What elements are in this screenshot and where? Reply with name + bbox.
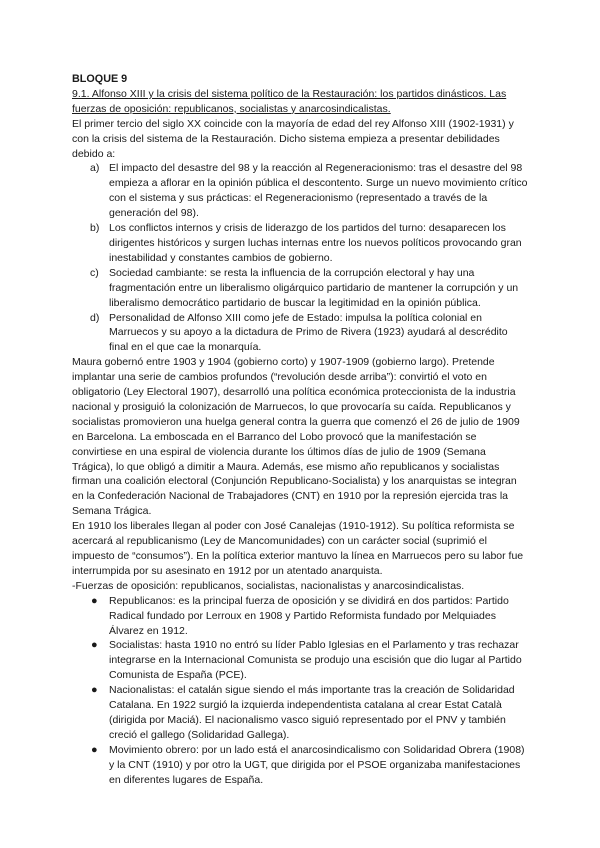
section-subtitle: 9.1. Alfonso XIII y la crisis del sistema político de la Restauración: los partidos dinásticos. Las fuerzas de oposición: republicanos, socialistas y anarcosindicalistas. — [72, 87, 507, 115]
bullet-icon: ● — [91, 594, 98, 607]
bullet-icon: ● — [91, 743, 98, 756]
cause-marker: a) — [90, 162, 100, 175]
opposition-item — [72, 638, 528, 683]
opposition-text: Republicanos: es la principal fuerza de oposición y se dividirá en dos partidos: Partido Radical fundado por Lerroux en 1908 y Partido Reformista fundado por Melquiades Álvarez en 1912. — [109, 594, 509, 637]
opposition-item — [72, 594, 528, 639]
cause-item — [72, 221, 528, 266]
intro-paragraph: El primer tercio del siglo XX coincide con la mayoría de edad del rey Alfonso XIII (1902-1931) y con la crisis del sistema de la Restauración. Dicho sistema empieza a presentar debilidades debido a: — [72, 117, 514, 160]
opposition-item — [72, 743, 528, 788]
opposition-text: Socialistas: hasta 1910 no entró su líder Pablo Iglesias en el Parlamento y tras rechazar integrarse en la Internacional Comunista se produjo una escisión que dio lugar al Partido Comunista de España (PCE). — [109, 639, 522, 682]
bullet-icon: ● — [91, 639, 98, 652]
opposition-heading: -Fuerzas de oposición: republicanos, socialistas, nacionalistas y anarcosindicalistas. — [72, 579, 465, 592]
opposition-text: Nacionalistas: el catalán sigue siendo el más importante tras la creación de Solidaridad Catalana. En 1922 surgió la izquierda independentista catalana al crear Estat Català (dirigida por Maciá). El nacionalismo vasco siguió representado por el PNV y también creció el gallego (Solidaridad Gallega). — [109, 684, 515, 741]
opposition-list — [72, 594, 528, 788]
block-heading: BLOQUE 9 — [72, 73, 128, 85]
cause-item — [72, 161, 528, 221]
canalejas-paragraph: En 1910 los liberales llegan al poder con José Canalejas (1910-1912). Su política reformista se acercará al republicanismo (Ley de Mancomunidades) con un carácter social (suprimió el impuesto de “consumos”). En la política exterior mantuvo la línea en Marruecos pero su labor fue interrumpida por su asesinato en 1912 por un atentado anarquista. — [72, 520, 524, 577]
cause-item — [72, 266, 528, 311]
maura-paragraph: Maura gobernó entre 1903 y 1904 (gobierno corto) y 1907-1909 (gobierno largo). Pretende implantar una serie de cambios profundos (“revolución desde arriba”): convirtió el voto en obligatorio (Ley Electoral 1907), desarrolló una política económica proteccionista de la industria nacional y prosiguió la colonización de Marruecos, lo que provocaría su caída. Republicanos y socialistas promovieron una huelga general contra la guerra que comenzó el 26 de julio de 1909 en Barcelona. La emboscada en el Barranco del Lobo provocó que la manifestación se convirtiese en una espiral de violencia durante los últimos días de julio de 1909 (Semana Trágica), lo que obligó a dimitir a Maura. Además, ese mismo año republicanos y socialistas firman una coalición electoral (Conjunción Republicano-Socialista) y los anarquistas se integran en la Confederación Nacional de Trabajadores (CNT) en 1910 por la represión ejercida tras la Semana Trágica. — [72, 356, 520, 518]
document-page — [72, 72, 528, 788]
opposition-text: Movimiento obrero: por un lado está el anarcosindicalismo con Solidaridad Obrera (1908) y la CNT (1910) y por otro la UGT, que dirigida por el PSOE organizaba manifestaciones en diferentes lugares de España. — [109, 743, 525, 786]
bullet-icon: ● — [91, 684, 98, 697]
causes-list — [72, 161, 528, 355]
cause-text: Los conflictos internos y crisis de liderazgo de los partidos del turno: desaparecen los dirigentes históricos y surgen luchas internas entre los nuevos políticos provocando gran inestabilidad y constantes cambios de gobierno. — [109, 222, 522, 264]
cause-text: Sociedad cambiante: se resta la influencia de la corrupción electoral y hay una fragmentación entre un liberalismo oligárquico partidario de mantener la corrupción y un liberalismo democrático partidario de buscar la legitimidad en la opinión pública. — [109, 266, 519, 309]
cause-item — [72, 311, 528, 356]
opposition-item — [72, 683, 528, 743]
cause-marker: b) — [90, 222, 100, 235]
cause-text: El impacto del desastre del 98 y la reacción al Regeneracionismo: tras el desastre del 98 empieza a aflorar en la opinión pública el descontento. Surge un nuevo movimiento crítico con el sistema y sus prácticas: el Regeneracionismo (representado a través de la generación del 98). — [109, 162, 528, 220]
cause-marker: c) — [90, 266, 99, 279]
cause-text: Personalidad de Alfonso XIII como jefe de Estado: impulsa la política colonial en Marruecos y su apoyo a la dictadura de Primo de Rivera (1923) ayudará al descrédito final en el que cae la monarquía. — [109, 311, 508, 354]
cause-marker: d) — [90, 311, 100, 324]
